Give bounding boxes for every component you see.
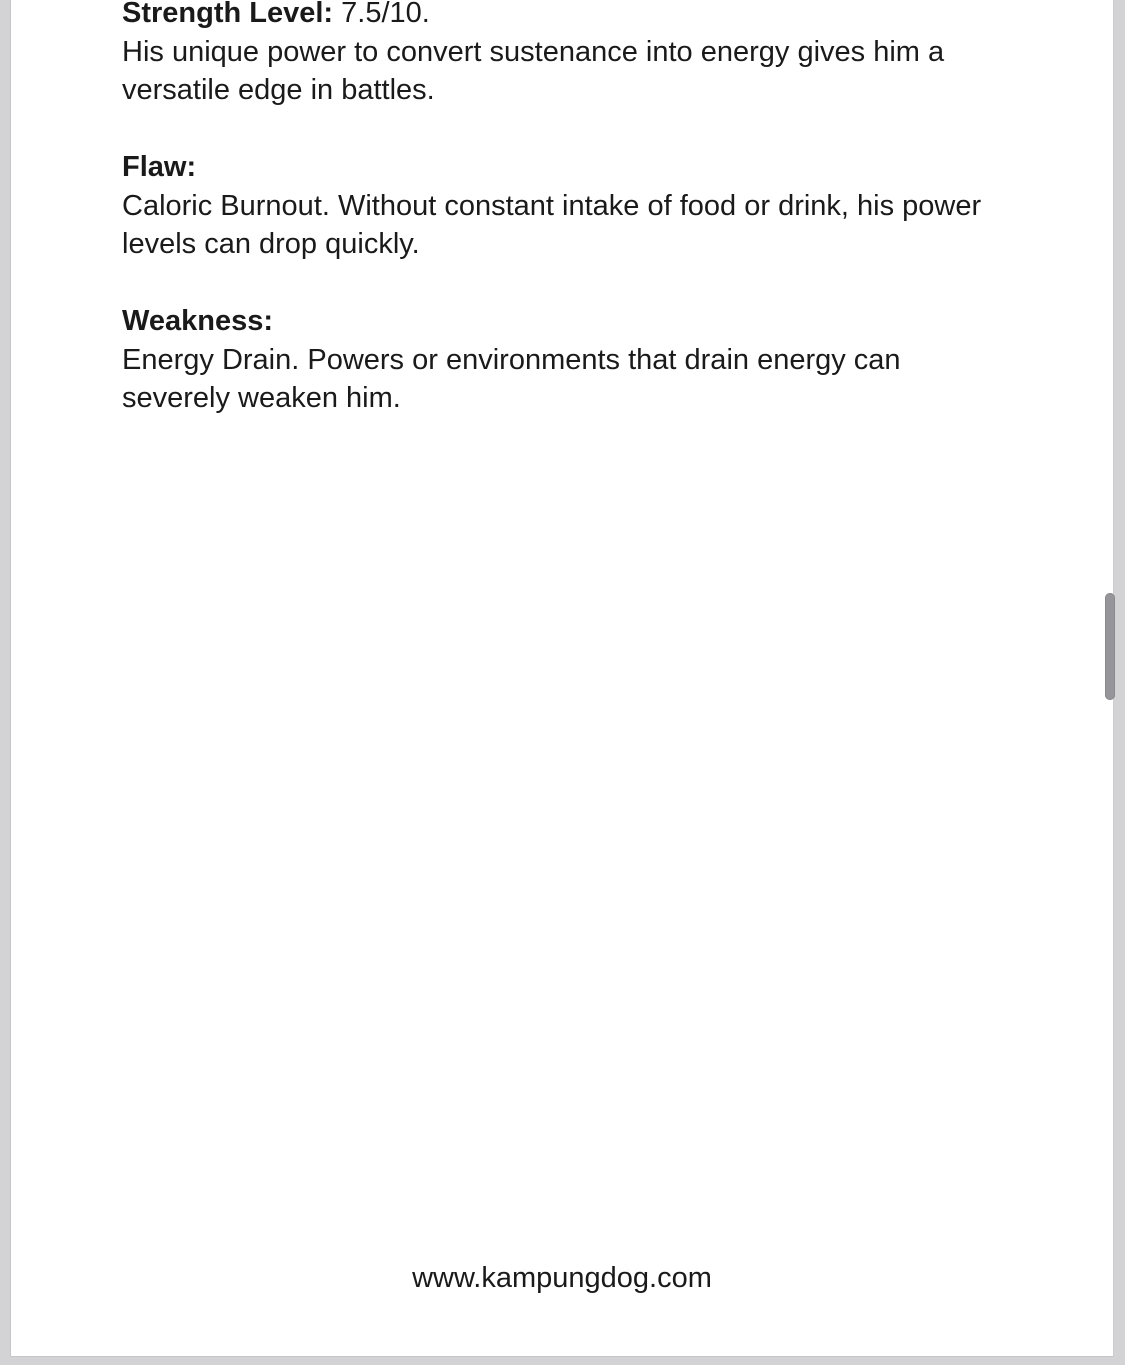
section-flaw [122, 148, 1053, 264]
section-heading: Flaw: [122, 151, 197, 183]
text-line: severely weaken him. [122, 382, 401, 414]
section-strength-level [122, 0, 1053, 110]
text-line: levels can drop quickly. [122, 228, 420, 260]
text-line: His unique power to convert sustenance into energy gives him a [122, 35, 945, 68]
document-page [10, 0, 1114, 1357]
section-heading-line [122, 148, 1053, 187]
text-line: Energy Drain. Powers or environments that drain energy can [122, 343, 901, 376]
text-line: versatile edge in battles. [122, 74, 435, 106]
document-content [11, 0, 1113, 418]
section-heading-line [122, 302, 1053, 341]
section-heading: Strength Level: [122, 0, 334, 29]
text-line: Caloric Burnout. Without constant intake of food or drink, his power [122, 189, 982, 222]
footer-url: www.kampungdog.com [412, 1262, 712, 1294]
section-heading-value: 7.5/10. [333, 0, 430, 29]
section-heading: Weakness: [122, 305, 273, 337]
section-weakness [122, 302, 1053, 418]
scrollbar-thumb[interactable] [1105, 593, 1115, 700]
section-heading-line [122, 0, 1053, 33]
